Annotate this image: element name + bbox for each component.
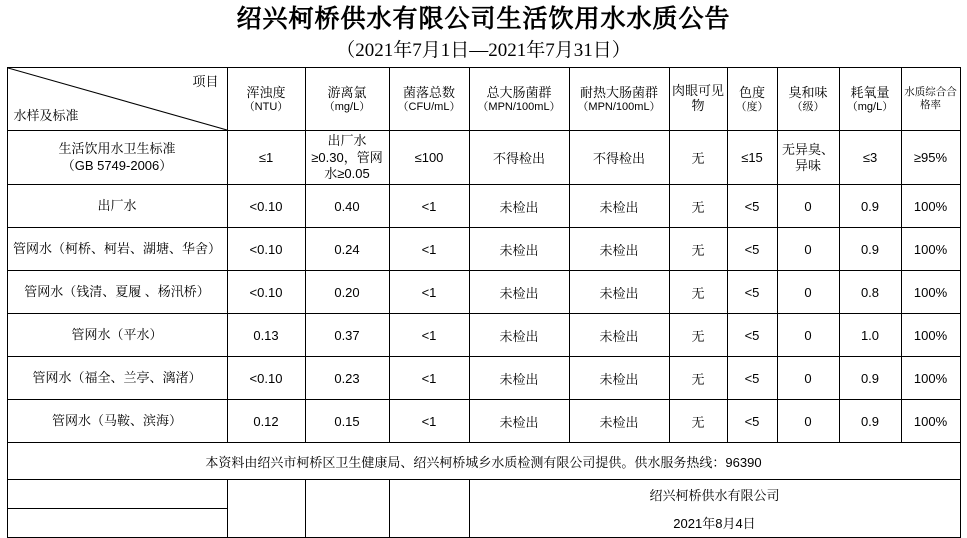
page-subtitle: （2021年7月1日—2021年7月31日） <box>336 39 631 61</box>
table-row <box>7 271 960 314</box>
table-row <box>7 357 960 400</box>
cell-standard-odor-taste: 无异臭、异味 <box>777 131 839 185</box>
cell-standard-thermotolerant-coliform: 不得检出 <box>569 131 669 185</box>
cell-oxygen-consumption: 1.0 <box>839 314 901 357</box>
column-header-turbidity-unit: （NTU） <box>243 100 289 113</box>
cell-total-coliform: 未检出 <box>469 314 569 357</box>
signature-spacer-left-2 <box>7 509 227 538</box>
column-header-oxygen-consumption <box>839 68 901 131</box>
column-header-overall-pass-rate <box>901 68 960 131</box>
cell-turbidity: <0.10 <box>227 185 305 228</box>
table-row <box>7 185 960 228</box>
cell-thermotolerant-coliform: 未检出 <box>569 400 669 443</box>
signature-date-row <box>7 509 960 538</box>
signature-date: 2021年8月4日 <box>469 509 960 538</box>
table-header-row <box>7 68 960 131</box>
cell-odor-taste: 0 <box>777 357 839 400</box>
cell-odor-taste: 0 <box>777 271 839 314</box>
column-header-odor-taste-name: 臭和味 <box>788 84 828 100</box>
row-label: 管网水（马鞍、滨海） <box>7 400 227 443</box>
column-header-total-coliform-name: 总大肠菌群 <box>486 84 552 100</box>
cell-free-chlorine: 0.15 <box>305 400 389 443</box>
row-label-standard <box>7 131 227 185</box>
column-header-chromaticity-name: 色度 <box>738 84 765 100</box>
cell-colony-count: <1 <box>389 185 469 228</box>
column-header-free-chlorine <box>305 68 389 131</box>
cell-odor-taste: 0 <box>777 400 839 443</box>
cell-oxygen-consumption: 0.9 <box>839 185 901 228</box>
row-label: 管网水（福全、兰亭、漓渚） <box>7 357 227 400</box>
cell-overall-pass-rate: 100% <box>901 314 960 357</box>
cell-oxygen-consumption: 0.9 <box>839 400 901 443</box>
cell-free-chlorine: 0.20 <box>305 271 389 314</box>
cell-chromaticity: <5 <box>727 314 777 357</box>
column-header-thermotolerant-coliform-unit: （MPN/100mL） <box>577 100 661 113</box>
signature-spacer-3 <box>305 480 389 509</box>
signature-spacer-6 <box>305 509 389 538</box>
column-header-free-chlorine-name: 游离氯 <box>327 84 367 100</box>
cell-overall-pass-rate: 100% <box>901 400 960 443</box>
table-row <box>7 400 960 443</box>
cell-standard-total-coliform: 不得检出 <box>469 131 569 185</box>
signature-spacer-2 <box>227 480 305 509</box>
column-header-thermotolerant-coliform-name: 耐热大肠菌群 <box>579 84 658 100</box>
cell-oxygen-consumption: 0.8 <box>839 271 901 314</box>
cell-overall-pass-rate: 100% <box>901 185 960 228</box>
cell-thermotolerant-coliform: 未检出 <box>569 185 669 228</box>
cell-overall-pass-rate: 100% <box>901 357 960 400</box>
signature-spacer-4 <box>389 480 469 509</box>
cell-total-coliform: 未检出 <box>469 357 569 400</box>
signature-spacer-left <box>7 480 227 509</box>
cell-overall-pass-rate: 100% <box>901 228 960 271</box>
table-row-standard <box>7 131 960 185</box>
cell-thermotolerant-coliform: 未检出 <box>569 228 669 271</box>
column-header-odor-taste <box>777 68 839 131</box>
cell-free-chlorine: 0.40 <box>305 185 389 228</box>
cell-chromaticity: <5 <box>727 228 777 271</box>
cell-visible-matter: 无 <box>669 271 727 314</box>
cell-thermotolerant-coliform: 未检出 <box>569 357 669 400</box>
column-header-turbidity-name: 浑浊度 <box>246 84 286 100</box>
cell-colony-count: <1 <box>389 400 469 443</box>
cell-thermotolerant-coliform: 未检出 <box>569 314 669 357</box>
row-label: 出厂水 <box>7 185 227 228</box>
cell-colony-count: <1 <box>389 271 469 314</box>
signature-company: 绍兴柯桥供水有限公司 <box>469 480 960 509</box>
table-row <box>7 228 960 271</box>
row-label: 管网水（钱清、夏履 、杨汛桥） <box>7 271 227 314</box>
cell-total-coliform: 未检出 <box>469 400 569 443</box>
column-header-odor-taste-unit: （级） <box>791 100 825 113</box>
cell-visible-matter: 无 <box>669 400 727 443</box>
note-text: 本资料由绍兴市柯桥区卫生健康局、绍兴柯桥城乡水质检测有限公司提供。供水服务热线：96390 <box>7 443 960 480</box>
cell-thermotolerant-coliform: 未检出 <box>569 271 669 314</box>
cell-total-coliform: 未检出 <box>469 271 569 314</box>
cell-turbidity: <0.10 <box>227 357 305 400</box>
cell-turbidity: 0.12 <box>227 400 305 443</box>
corner-sample-label: 水样及标准 <box>13 108 79 124</box>
column-header-oxygen-consumption-name: 耗氧量 <box>850 84 890 100</box>
cell-turbidity: <0.10 <box>227 228 305 271</box>
cell-standard-colony-count: ≤100 <box>389 131 469 185</box>
row-label: 管网水（柯桥、柯岩、湖塘、华舍） <box>7 228 227 271</box>
cell-chromaticity: <5 <box>727 357 777 400</box>
cell-free-chlorine: 0.24 <box>305 228 389 271</box>
table-note-row <box>7 443 960 480</box>
cell-standard-visible-matter: 无 <box>669 131 727 185</box>
cell-visible-matter: 无 <box>669 357 727 400</box>
column-header-chromaticity-unit: （度） <box>735 100 769 113</box>
cell-standard-free-chlorine: 出厂水≥0.30，管网水≥0.05 <box>305 131 389 185</box>
page-title: 绍兴柯桥供水有限公司生活饮用水水质公告 <box>236 6 731 33</box>
column-header-free-chlorine-unit: （mg/L） <box>323 100 371 113</box>
signature-spacer-5 <box>227 509 305 538</box>
cell-visible-matter: 无 <box>669 314 727 357</box>
column-header-total-coliform-unit: （MPN/100mL） <box>477 100 561 113</box>
cell-oxygen-consumption: 0.9 <box>839 357 901 400</box>
table-corner-cell <box>7 68 227 131</box>
cell-odor-taste: 0 <box>777 185 839 228</box>
row-label-standard-line2: （GB 5749-2006） <box>61 157 173 173</box>
cell-visible-matter: 无 <box>669 228 727 271</box>
column-header-oxygen-consumption-unit: （mg/L） <box>846 100 894 113</box>
cell-oxygen-consumption: 0.9 <box>839 228 901 271</box>
cell-total-coliform: 未检出 <box>469 185 569 228</box>
table-row <box>7 314 960 357</box>
column-header-thermotolerant-coliform <box>569 68 669 131</box>
cell-odor-taste: 0 <box>777 314 839 357</box>
cell-colony-count: <1 <box>389 357 469 400</box>
cell-standard-turbidity: ≤1 <box>227 131 305 185</box>
cell-standard-chromaticity: ≤15 <box>727 131 777 185</box>
cell-standard-overall-pass-rate: ≥95% <box>901 131 960 185</box>
cell-turbidity: 0.13 <box>227 314 305 357</box>
row-label: 管网水（平水） <box>7 314 227 357</box>
water-quality-table <box>7 67 961 538</box>
cell-chromaticity: <5 <box>727 271 777 314</box>
column-header-colony-count-name: 菌落总数 <box>402 84 455 100</box>
column-header-total-coliform <box>469 68 569 131</box>
column-header-colony-count <box>389 68 469 131</box>
cell-colony-count: <1 <box>389 314 469 357</box>
column-header-chromaticity <box>727 68 777 131</box>
column-header-colony-count-unit: （CFU/mL） <box>397 100 461 113</box>
cell-colony-count: <1 <box>389 228 469 271</box>
cell-visible-matter: 无 <box>669 185 727 228</box>
cell-free-chlorine: 0.23 <box>305 357 389 400</box>
column-header-visible-matter-name: 肉眼可见物 <box>671 83 724 114</box>
corner-item-label: 项目 <box>192 74 219 90</box>
cell-total-coliform: 未检出 <box>469 228 569 271</box>
row-label-standard-line1: 生活饮用水卫生标准 <box>58 140 176 156</box>
column-header-visible-matter <box>669 68 727 131</box>
cell-turbidity: <0.10 <box>227 271 305 314</box>
cell-overall-pass-rate: 100% <box>901 271 960 314</box>
cell-standard-oxygen-consumption: ≤3 <box>839 131 901 185</box>
cell-chromaticity: <5 <box>727 400 777 443</box>
cell-free-chlorine: 0.37 <box>305 314 389 357</box>
signature-spacer-7 <box>389 509 469 538</box>
signature-company-row <box>7 480 960 509</box>
cell-chromaticity: <5 <box>727 185 777 228</box>
cell-odor-taste: 0 <box>777 228 839 271</box>
column-header-overall-pass-rate-name: 水质综合合格率 <box>904 86 957 112</box>
column-header-turbidity <box>227 68 305 131</box>
